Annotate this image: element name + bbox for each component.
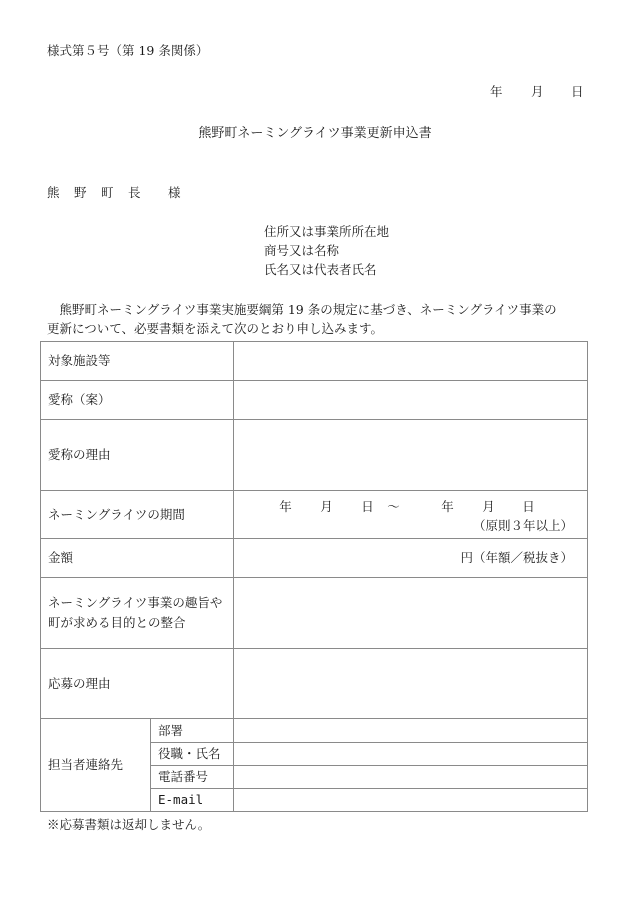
addressee-honorific: 様	[168, 185, 181, 200]
contact-sub-label: 役職・氏名	[151, 743, 234, 766]
row-label	[41, 578, 234, 649]
applicant-company-label: 商号又は名称	[264, 243, 340, 258]
nickname-field[interactable]	[234, 381, 588, 420]
department-field[interactable]	[234, 719, 588, 743]
date-year-label: 年	[490, 84, 503, 99]
table-row	[41, 649, 588, 719]
period-field[interactable]	[234, 491, 588, 539]
intro-paragraph	[47, 300, 557, 338]
row-label: 愛称の理由	[41, 420, 234, 491]
row-label-line: 町が求める目的との整合	[48, 615, 186, 630]
alignment-field[interactable]	[234, 578, 588, 649]
table-row	[41, 491, 588, 539]
row-label-line: ネーミングライツ事業の趣旨や	[48, 595, 223, 610]
application-table	[40, 341, 588, 812]
period-note: （原則３年以上）	[472, 518, 573, 533]
contact-label: 担当者連絡先	[41, 719, 151, 812]
table-row	[41, 342, 588, 381]
applicant-fields	[264, 222, 389, 279]
contact-sub-label: 部署	[151, 719, 234, 743]
row-label: 応募の理由	[41, 649, 234, 719]
applicant-name-label: 氏名又は代表者氏名	[264, 262, 377, 277]
start-day-label: 日	[361, 499, 374, 514]
addressee-char: 野	[74, 185, 87, 200]
row-label: ネーミングライツの期間	[41, 491, 234, 539]
addressee-char: 町	[101, 185, 114, 200]
application-reason-field[interactable]	[234, 649, 588, 719]
end-year-label: 年	[441, 499, 454, 514]
intro-line: 熊野町ネーミングライツ事業実施要綱第 19 条の規定に基づき、ネーミングライツ事業の	[47, 302, 557, 317]
phone-field[interactable]	[234, 766, 588, 789]
contact-sub-label: 電話番号	[151, 766, 234, 789]
end-month-label: 月	[482, 499, 495, 514]
amount-unit-label: 円（年額／税抜き）	[460, 550, 573, 565]
start-month-label: 月	[320, 499, 333, 514]
table-row	[41, 420, 588, 491]
start-year-label: 年	[279, 499, 292, 514]
date-day-label: 日	[571, 84, 584, 99]
document-title: 熊野町ネーミングライツ事業更新申込書	[198, 126, 432, 141]
email-field[interactable]	[234, 789, 588, 812]
table-row	[41, 381, 588, 420]
addressee-char: 熊	[47, 185, 60, 200]
footnote: ※応募書類は返却しません。	[47, 817, 211, 832]
table-row	[41, 539, 588, 578]
contact-sub-label: E-mail	[151, 789, 234, 812]
facility-field[interactable]	[234, 342, 588, 381]
tilde-separator: ～	[387, 499, 400, 514]
table-row	[41, 719, 588, 743]
addressee-char: 長	[128, 185, 141, 200]
date-month-label: 月	[531, 84, 544, 99]
row-label: 愛称（案）	[41, 381, 234, 420]
amount-field[interactable]	[234, 539, 588, 578]
title-name-field[interactable]	[234, 743, 588, 766]
end-day-label: 日	[522, 499, 535, 514]
form-number: 様式第５号（第 19 条関係）	[47, 43, 209, 58]
table-row	[41, 578, 588, 649]
row-label: 金額	[41, 539, 234, 578]
applicant-address-label: 住所又は事業所所在地	[264, 224, 390, 239]
nickname-reason-field[interactable]	[234, 420, 588, 491]
intro-line: 更新について、必要書類を添えて次のとおり申し込みます。	[47, 321, 384, 336]
row-label: 対象施設等	[41, 342, 234, 381]
